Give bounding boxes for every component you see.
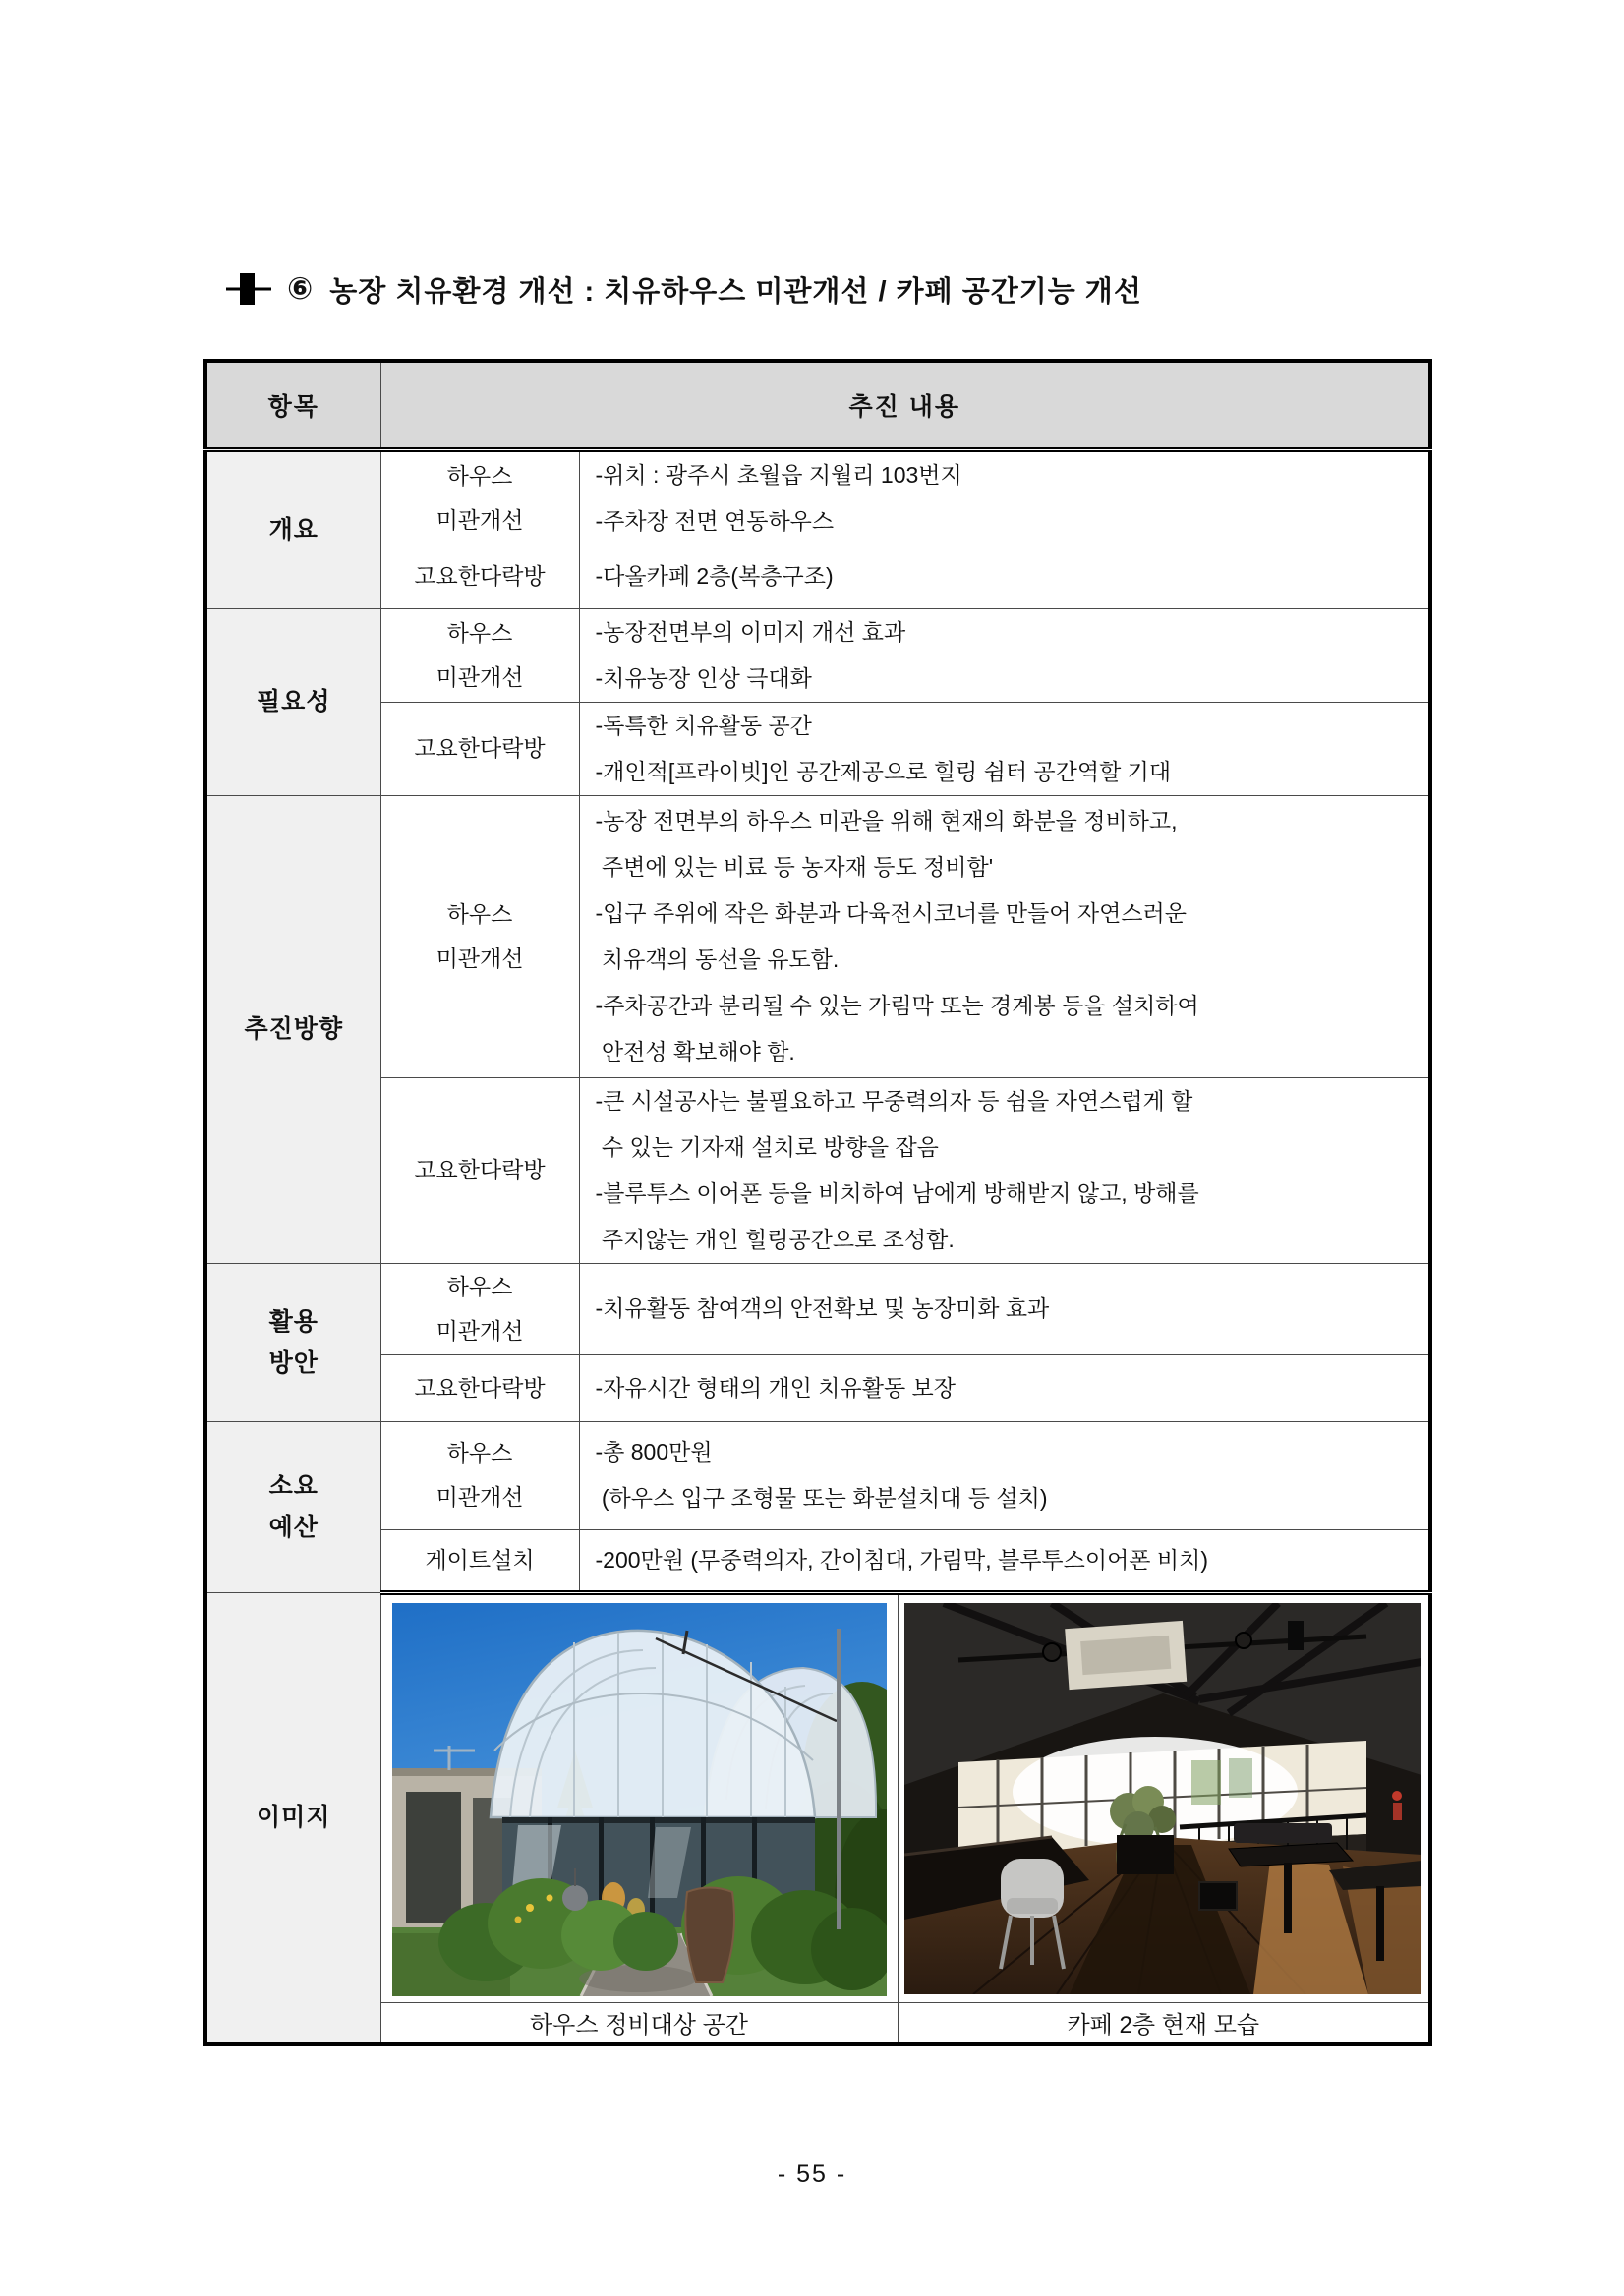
content-line: 수 있는 기자재 설치로 방향을 잡음 [595, 1133, 939, 1160]
content-line: 치유객의 동선을 유도함. [595, 946, 840, 972]
page-number: - 55 - [777, 2160, 847, 2188]
content-line: -개인적[프라이빗]인 공간제공으로 힐링 쉼터 공간역할 기대 [595, 758, 1172, 784]
caption-cell [380, 2002, 1430, 2044]
content-line: -입구 주위에 작은 화분과 다육전시코너를 만들어 자연스러운 [595, 899, 1187, 926]
content-cell [579, 1077, 1430, 1263]
greenhouse-photo [392, 1603, 887, 1996]
subcategory-quiet-attic: 고요한다락방 [380, 545, 579, 608]
category-budget [205, 1421, 380, 1592]
content-line: 주지않는 개인 힐링공간으로 조성함. [595, 1226, 955, 1252]
content-line: -위치 : 광주시 초월읍 지월리 103번지 [595, 461, 962, 488]
title-bullet-icon [226, 271, 271, 307]
subcategory-house-improvement: 하우스 미관개선 [380, 1421, 579, 1529]
content-line: -총 800만원 [595, 1439, 713, 1464]
category-necessity [205, 608, 380, 795]
content-line: -블루투스 이어폰 등을 비치하여 남에게 방해받지 않고, 방해를 [595, 1179, 1199, 1206]
subcategory-quiet-attic: 고요한다락방 [380, 702, 579, 795]
content-line: -200만원 (무중력의자, 간이침대, 가림막, 블루투스이어폰 비치) [595, 1546, 1208, 1573]
content-line: -독특한 치유활동 공간 [595, 712, 812, 738]
subcategory-house-improvement: 하우스 미관개선 [380, 449, 579, 545]
subcategory-house-improvement: 하우스 미관개선 [380, 608, 579, 702]
content-line: 안전성 확보해야 함. [595, 1038, 795, 1064]
cafe-interior-photo [904, 1603, 1421, 1994]
content-line: -주차공간과 분리될 수 있는 가림막 또는 경계봉 등을 설치하여 [595, 992, 1199, 1018]
content-line: -주차장 전면 연동하우스 [595, 507, 835, 534]
category-label: 필요성 [257, 688, 331, 716]
subcategory-house-improvement: 하우스 미관개선 [380, 1263, 579, 1354]
content-cell [579, 1421, 1430, 1529]
photo-caption-left: 하우스 정비대상 공간 [381, 2003, 899, 2042]
content-cell [579, 1263, 1430, 1354]
title-number: ⑥ [287, 271, 315, 306]
content-cell [579, 449, 1430, 545]
content-cell [579, 1354, 1430, 1421]
category-label: 예산 [268, 1514, 319, 1541]
header-content: 추진 내용 [380, 361, 1430, 449]
photo-left-container [381, 1595, 899, 2002]
title-text: 농장 치유환경 개선 : 치유하우스 미관개선 / 카페 공간기능 개선 [329, 275, 1142, 308]
content-line: -치유활동 참여객의 안전확보 및 농장미화 효과 [595, 1295, 1050, 1321]
content-line: -큰 시설공사는 불필요하고 무중력의자 등 쉼을 자연스럽게 할 [595, 1087, 1193, 1114]
page-title [226, 267, 1142, 311]
category-label: 추진방향 [244, 1015, 344, 1043]
subcategory-gate-install: 게이트설치 [380, 1529, 579, 1592]
category-overview [205, 449, 380, 608]
content-cell [579, 702, 1430, 795]
category-utilization [205, 1263, 380, 1421]
category-label: 소요 [268, 1472, 319, 1500]
photo-cell [380, 1592, 1430, 2002]
content-line: -농장 전면부의 하우스 미관을 위해 현재의 화분을 정비하고, [595, 807, 1178, 833]
header-category: 항목 [205, 361, 380, 449]
content-line: -자유시간 형태의 개인 치유활동 보장 [595, 1374, 956, 1401]
category-images [205, 1592, 380, 2044]
content-cell [579, 795, 1430, 1077]
content-line: (하우스 입구 조형물 또는 화분설치대 등 설치) [595, 1485, 1048, 1511]
photo-caption-right: 카페 2층 현재 모습 [1067, 2012, 1260, 2038]
category-label: 활용 [268, 1307, 319, 1336]
subcategory-quiet-attic: 고요한다락방 [380, 1354, 579, 1421]
category-label: 개요 [268, 516, 319, 544]
category-direction [205, 795, 380, 1263]
category-label: 방안 [268, 1349, 319, 1377]
content-cell [579, 545, 1430, 608]
content-line: -농장전면부의 이미지 개선 효과 [595, 618, 906, 645]
content-cell [579, 1529, 1430, 1592]
subcategory-house-improvement: 하우스 미관개선 [380, 795, 579, 1077]
content-line: -치유농장 인상 극대화 [595, 664, 812, 691]
category-label: 이미지 [257, 1804, 331, 1831]
content-line: -다올카페 2층(복층구조) [595, 563, 834, 589]
content-cell [579, 608, 1430, 702]
subcategory-quiet-attic: 고요한다락방 [380, 1077, 579, 1263]
content-line: 주변에 있는 비료 등 농자재 등도 정비함' [595, 853, 994, 880]
item-table [203, 359, 1432, 2046]
photo-right-container [899, 1595, 1429, 2002]
